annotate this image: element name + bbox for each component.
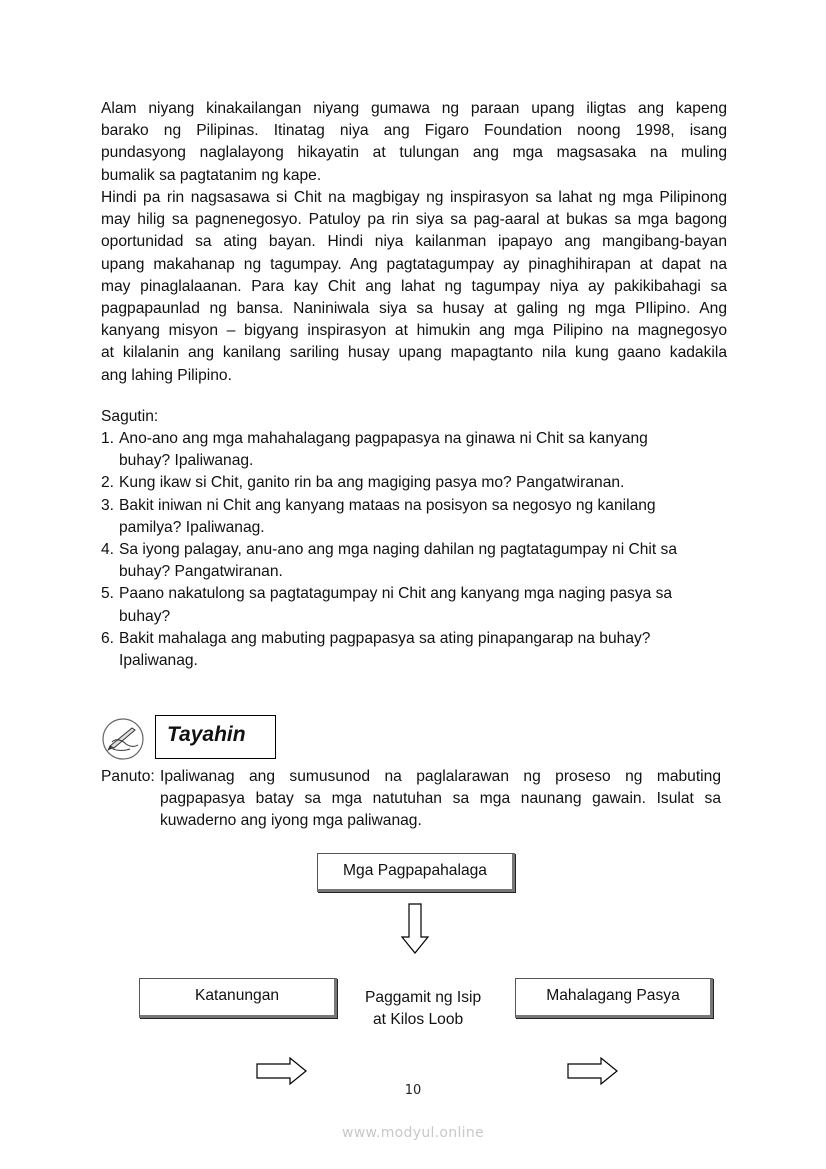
text-line: kuwaderno ang iyong mga paliwanag. <box>160 812 422 830</box>
text-line: bumalik sa pagtatanim ng kape. <box>101 166 322 184</box>
panuto-label: Panuto: <box>101 768 155 785</box>
text-line: at kilalanin ang kanilang sariling husay upang mapagtanto nila kung gaano kadakila <box>101 344 727 362</box>
text-line: may pinaglalaanan. Para kay Chit ang lahat ng tagumpay niya ay pakikibahagi sa <box>101 277 727 295</box>
flow-box-katanungan <box>139 978 337 1018</box>
text-line: Ipaliwanag ang sumusunod na paglalarawan ng proseso ng mabuting <box>160 768 721 785</box>
question-text: buhay? Pangatwiranan. <box>119 563 283 581</box>
text-line: ang lahing Pilipino. <box>101 366 232 384</box>
passage-paragraph-1 <box>101 98 727 187</box>
question-number: 2. <box>101 474 115 492</box>
right-arrow-icon <box>256 1057 308 1085</box>
text-line: kanyang misyon – bigyang inspirasyon at himukin ang mga Pilipino na magnegosyo <box>101 322 727 340</box>
text-line: pagpapaunlad ng bansa. Naniniwala siya sa husay at galing ng mga PIlipino. Ang <box>101 300 727 318</box>
text-line: upang makahanap ng tagumpay. Ang pagtatagumpay ay pinaghihirapan at dapat na <box>101 255 727 273</box>
panuto-text <box>160 766 721 833</box>
question-text: buhay? <box>119 607 171 625</box>
writing-hand-icon <box>102 718 144 760</box>
text-line: may hilig sa pagnenegosyo. Patuloy pa rin siya sa pag-aaral at bukas sa mga bagong <box>101 211 727 229</box>
text-line: pundasyong naglalayong hikayatin at tulungan ang mga magsasaka na muling <box>101 144 727 162</box>
question-item <box>101 472 741 494</box>
question-text: Paano nakatulong sa pagtatagumpay ni Chit ang kanyang mga naging pasya sa <box>119 585 673 603</box>
text-line: at Kilos Loob <box>373 1011 464 1028</box>
question-number: 1. <box>101 430 115 447</box>
question-number: 4. <box>101 541 115 559</box>
sagutin-heading: Sagutin: <box>101 408 159 425</box>
page-number: 10 <box>404 1083 422 1098</box>
text-line: Paggamit ng Isip <box>365 989 482 1006</box>
passage-paragraph-2 <box>101 187 727 387</box>
text-line: pagpapasya batay sa mga natutuhan sa mga naunang gawain. Isulat sa <box>160 790 721 808</box>
question-number: 3. <box>101 496 115 514</box>
question-item <box>101 428 741 472</box>
down-arrow-icon <box>400 903 430 955</box>
question-text: Kung ikaw si Chit, ganito rin ba ang magiging pasya mo? Pangatwiranan. <box>119 474 625 492</box>
question-item <box>101 628 741 672</box>
tayahin-title-box <box>155 715 276 759</box>
flow-box-label: Katanungan <box>194 987 280 1004</box>
question-list <box>101 428 741 672</box>
text-line: Alam niyang kinakailangan niyang gumawa ng paraan upang iligtas ang kapeng <box>101 100 727 117</box>
question-text: buhay? Ipaliwanag. <box>119 452 254 470</box>
text-line: Hindi pa rin nagsasawa si Chit na magbigay ng inspirasyon sa lahat ng mga Pilipinong <box>101 189 727 206</box>
flow-box-label: Mga Pagpapahalaga <box>343 862 487 879</box>
text-line: barako ng Pilipinas. Itinatag niya ang Figaro Foundation noong 1998, isang <box>101 122 727 140</box>
question-text: Bakit iniwan ni Chit ang kanyang mataas na posisyon sa negosyo ng kanilang <box>119 496 656 514</box>
question-number: 5. <box>101 585 115 603</box>
question-text: Bakit mahalaga ang mabuting pagpapasya sa ating pinapangarap na buhay? <box>119 629 651 647</box>
question-text: Ano-ano ang mga mahahalagang pagpapasya na ginawa ni Chit sa kanyang <box>119 430 648 447</box>
question-text: pamilya? Ipaliwanag. <box>119 518 265 536</box>
flow-box-mga-pagpapahalaga <box>317 853 515 892</box>
question-item <box>101 539 741 583</box>
question-number: 6. <box>101 629 115 647</box>
watermark: www.modyul.online <box>342 1125 484 1141</box>
question-item <box>101 583 741 627</box>
question-text: Sa iyong palagay, anu-ano ang mga naging dahilan ng pagtatagumpay ni Chit sa <box>119 541 678 559</box>
section-title: Tayahin <box>167 723 246 746</box>
question-item <box>101 495 741 539</box>
flow-box-label: Mahalagang Pasya <box>546 987 680 1004</box>
text-line: oportunidad sa ating bayan. Hindi niya kailanman ipapayo ang mangibang-bayan <box>101 233 727 251</box>
flow-box-mahalagang-pasya <box>515 978 713 1018</box>
flow-middle-text <box>355 987 495 1031</box>
right-arrow-icon <box>567 1057 619 1085</box>
question-text: Ipaliwanag. <box>119 652 198 670</box>
